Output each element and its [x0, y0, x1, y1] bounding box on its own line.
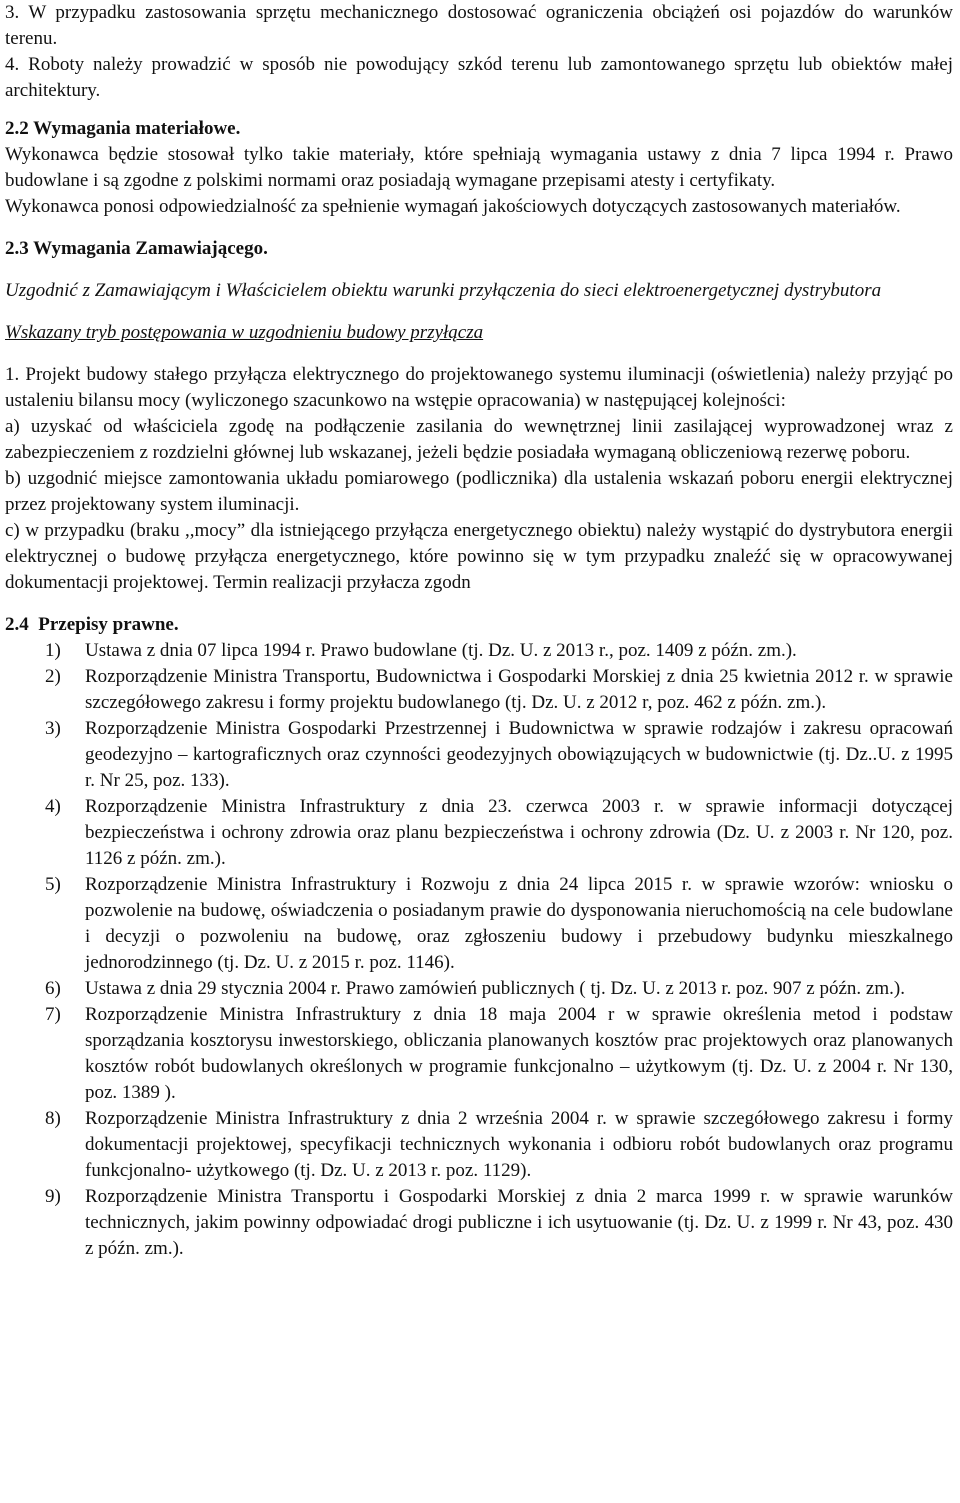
list-item-number: 8) — [45, 1108, 61, 1129]
list-item — [5, 1002, 953, 1106]
list-item-text: Rozporządzenie Ministra Infrastruktury z dnia 18 maja 2004 r w sprawie określenia metod i podstaw sporządzania kosztorysu inwestorskiego, obliczania planowanych kosztów prac projektowych oraz planowanych kosztów robót budowlanych określonych w programie funkcjonalno – użytkowym (tj. Dz. U. z 2004 r. Nr 130, poz. 1389 ). — [85, 1004, 953, 1103]
list-item — [5, 716, 953, 794]
list-item-text: Rozporządzenie Ministra Infrastruktury i Rozwoju z dnia 24 lipca 2015 r. w sprawie wzorów: wniosku o pozwolenie na budowę, oświadczenia o posiadanym prawie do dysponowania nieruchomością na cele budowlane i decyzji o pozwoleniu na budowę, oraz zgłoszeniu budowy i przebudowy budynku mieszkalnego jednorodzinnego (tj. Dz. U. z 2015 r. poz. 1146). — [85, 874, 953, 973]
section-2-3-paragraph-b: b) uzgodnić miejsce zamontowania układu pomiarowego (podlicznika) dla ustalenia wskazań poboru energii elektrycznej przez projektowany system iluminacji. — [5, 468, 953, 515]
section-2-3-paragraph-a: a) uzyskać od właściciela zgodę na podłączenie zasilania do wewnętrznej linii zasilającej wyprowadzonej wraz z zabezpieczeniem z rozdzielni głównej lub wskazanej, jeżeli będzie posiadała wymaganą obliczeniową rezerwę poboru. — [5, 416, 953, 463]
list-item-number: 3) — [45, 718, 61, 739]
list-item-text: Rozporządzenie Ministra Infrastruktury z dnia 2 września 2004 r. w sprawie szczegółowego zakresu i formy dokumentacji projektowej, specyfikacji technicznych wykonania i odbioru robót budowlanych oraz programu funkcjonalno- użytkowego (tj. Dz. U. z 2013 r. poz. 1129). — [85, 1108, 953, 1181]
list-item-number: 2) — [45, 666, 61, 687]
section-2-2-paragraph-1: Wykonawca będzie stosował tylko takie materiały, które spełniają wymagania ustawy z dnia 7 lipca 1994 r. Prawo budowlane i są zgodne z polskimi normami oraz posiadają wymagane przepisami atesty i certyfikaty. — [5, 144, 953, 191]
list-item-text: Rozporządzenie Ministra Transportu i Gospodarki Morskiej z dnia 2 marca 1999 r. w sprawie warunków technicznych, jakim powinny odpowiadać drogi publiczne i ich usytuowanie (tj. Dz. U. z 1999 r. Nr 43, poz. 430 z późn. zm.). — [85, 1186, 953, 1259]
section-2-4-title: Przepisy prawne. — [38, 614, 179, 635]
list-item-number: 9) — [45, 1186, 61, 1207]
section-2-2-paragraph-2: Wykonawca ponosi odpowiedzialność za spełnienie wymagań jakościowych dotyczących zastosowanych materiałów. — [5, 196, 901, 217]
list-item — [5, 1184, 953, 1262]
paragraph-item-3: 3. W przypadku zastosowania sprzętu mechanicznego dostosować ograniczenia obciążeń osi pojazdów do warunków terenu. — [5, 2, 953, 49]
list-item-text: Ustawa z dnia 07 lipca 1994 r. Prawo budowlane (tj. Dz. U. z 2013 r., poz. 1409 z późn. zm.). — [85, 640, 797, 661]
section-2-4-number: 2.4 — [5, 614, 29, 635]
section-2-2-heading: 2.2 Wymagania materiałowe. — [5, 118, 241, 139]
list-item-number: 1) — [45, 640, 61, 661]
list-item-number: 4) — [45, 796, 61, 817]
list-item — [5, 664, 953, 716]
paragraph-item-4: 4. Roboty należy prowadzić w sposób nie powodujący szkód terenu lub zamontowanego sprzętu lub obiektów małej architektury. — [5, 54, 953, 101]
laws-list — [5, 638, 953, 1262]
list-item-text: Rozporządzenie Ministra Infrastruktury z dnia 23. czerwca 2003 r. w sprawie informacji dotyczącej bezpieczeństwa i ochrony zdrowia oraz planu bezpieczeństwa i ochrony zdrowia (Dz. U. z 2003 r. Nr 120, poz. 1126 z późn. zm.). — [85, 796, 953, 869]
list-item-text: Rozporządzenie Ministra Transportu, Budownictwa i Gospodarki Morskiej z dnia 25 kwietnia 2012 r. w sprawie szczegółowego zakresu i formy projektu budowlanego (tj. Dz. U. z 2012 r, poz. 462 z późn. zm.). — [85, 666, 953, 713]
list-item-text: Rozporządzenie Ministra Gospodarki Przestrzennej i Budownictwa w sprawie rodzajów i zakresu opracowań geodezyjno – kartograficznych oraz czynności geodezyjnych obowiązujących w budownictwie (tj. Dz..U. z 1995 r. Nr 25, poz. 133). — [85, 718, 953, 791]
list-item — [5, 1106, 953, 1184]
list-item — [5, 638, 953, 664]
section-2-3-paragraph-1: 1. Projekt budowy stałego przyłącza elektrycznego do projektowanego systemu iluminacji (oświetlenia) należy przyjąć po ustaleniu bilansu mocy (wyliczonego szacunkowo na wstępie opracowania) w następującej kolejności: — [5, 364, 953, 411]
section-2-3-paragraph-c: c) w przypadku (braku ,,mocy” dla istniejącego przyłącza energetycznego obiektu) należy wystąpić do dystrybutora energii elektrycznej o budowę przyłącza energetycznego, które powinno się w tym przypadku znaleźć się w opracowywanej dokumentacji projektowej. Termin realizacji przyłacza zgodn — [5, 520, 953, 593]
list-item-text: Ustawa z dnia 29 stycznia 2004 r. Prawo zamówień publicznych ( tj. Dz. U. z 2013 r. poz. 907 z późn. zm.). — [85, 978, 905, 999]
section-2-3-heading: 2.3 Wymagania Zamawiającego. — [5, 238, 268, 259]
list-item-number: 6) — [45, 978, 61, 999]
list-item-number: 7) — [45, 1004, 61, 1025]
list-item — [5, 794, 953, 872]
list-item-number: 5) — [45, 874, 61, 895]
section-2-3-italic-paragraph: Uzgodnić z Zamawiającym i Właścicielem obiektu warunki przyłączenia do sieci elektroenergetycznej dystrybutora — [5, 280, 882, 301]
list-item — [5, 872, 953, 976]
list-item — [5, 976, 953, 1002]
section-2-4-heading — [5, 612, 953, 638]
section-2-3-underlined-heading: Wskazany tryb postępowania w uzgodnieniu budowy przyłącza — [5, 322, 484, 343]
